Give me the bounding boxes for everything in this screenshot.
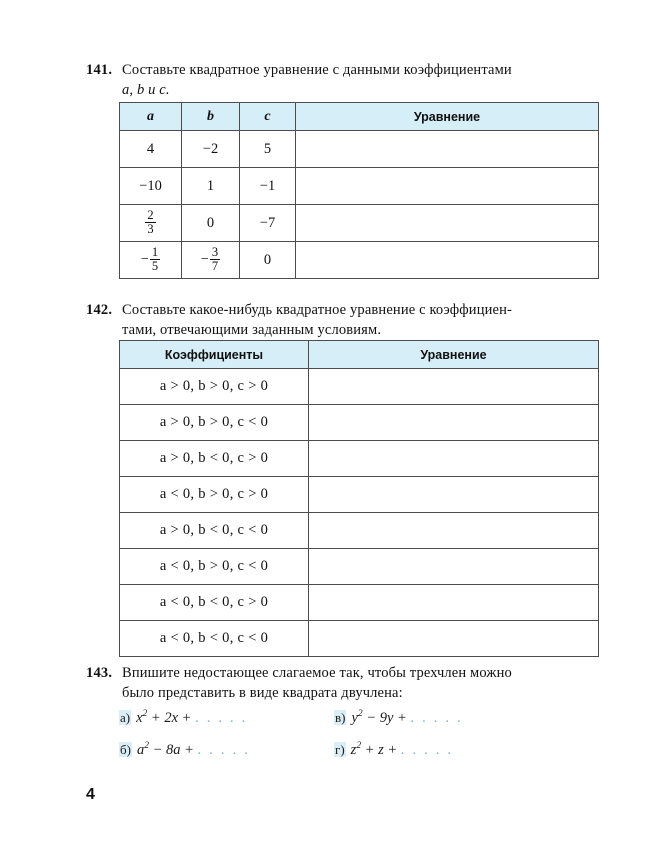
table-coefficients-header-row xyxy=(120,103,599,131)
task-142-number: 142. xyxy=(86,302,113,318)
cell-b-4 xyxy=(182,242,240,279)
exercise-item-v-label: в) xyxy=(335,710,346,725)
cell-condition-2: a > 0, b > 0, c < 0 xyxy=(120,405,309,441)
table-row xyxy=(120,585,599,621)
task-142-line-2: тами, отвечающими заданным условиям. xyxy=(122,322,382,338)
expr-exponent: 2 xyxy=(144,741,149,752)
table-conditions-header-row xyxy=(120,341,599,369)
task-143-number: 143. xyxy=(86,665,113,681)
cell-c-3: −7 xyxy=(240,205,296,242)
exercise-item-a-expression xyxy=(136,710,247,726)
fraction-negative-1-5 xyxy=(141,246,160,274)
table-row xyxy=(120,513,599,549)
exercise-item-v xyxy=(334,708,549,728)
exercise-item-b-label: б) xyxy=(120,742,131,757)
cell-equation-answer-6[interactable] xyxy=(309,549,599,585)
task-143 xyxy=(86,663,598,703)
task-141-line-1: Составьте квадратное уравнение с данными коэффициентами xyxy=(122,62,512,78)
exercise-item-a-blank[interactable]: . . . . . xyxy=(195,710,248,726)
page-number: 4 xyxy=(86,786,95,803)
cell-equation-answer-7[interactable] xyxy=(309,585,599,621)
cell-a-1: 4 xyxy=(120,131,182,168)
table-row xyxy=(120,441,599,477)
expr-base: y xyxy=(351,710,358,726)
cell-equation-answer-1[interactable] xyxy=(296,131,599,168)
col-header-a: a xyxy=(120,103,182,131)
cell-equation-answer-2[interactable] xyxy=(309,405,599,441)
table-conditions xyxy=(119,340,599,657)
cell-equation-answer-3[interactable] xyxy=(309,441,599,477)
fraction-numerator: 2 xyxy=(147,207,154,222)
table-row xyxy=(120,477,599,513)
cell-b-3: 0 xyxy=(182,205,240,242)
exercise-item-b-expression xyxy=(137,742,250,758)
cell-a-2: −10 xyxy=(120,168,182,205)
col-header-c: c xyxy=(240,103,296,131)
cell-condition-6: a < 0, b > 0, c < 0 xyxy=(120,549,309,585)
cell-equation-answer-8[interactable] xyxy=(309,621,599,657)
cell-equation-answer-4[interactable] xyxy=(309,477,599,513)
expr-exponent: 2 xyxy=(142,709,148,720)
fraction-sign: − xyxy=(140,252,149,267)
expr-base: x xyxy=(136,710,143,726)
exercise-item-g-label: г) xyxy=(335,742,345,757)
cell-condition-7: a < 0, b < 0, c > 0 xyxy=(120,585,309,621)
expr-base: z xyxy=(350,742,357,758)
fraction-numerator: 3 xyxy=(211,244,219,259)
exercise-item-b-blank[interactable]: . . . . . xyxy=(197,742,250,758)
col-header-equation: Уравнение xyxy=(296,103,599,131)
task-143-text xyxy=(122,663,596,703)
table-row xyxy=(120,131,599,168)
exercise-item-v-expression xyxy=(351,710,462,726)
cell-c-2: −1 xyxy=(240,168,296,205)
expr-rest: + z + xyxy=(364,742,398,758)
exercise-item-a-label: а) xyxy=(120,710,131,725)
table-row xyxy=(120,205,599,242)
table-row xyxy=(120,242,599,279)
table-coefficients xyxy=(119,102,599,279)
task-141 xyxy=(86,60,598,100)
task-141-line-2: a, b и c. xyxy=(122,82,170,98)
table-row xyxy=(120,168,599,205)
expr-base: a xyxy=(136,742,145,758)
fraction-negative-3-7 xyxy=(201,246,220,274)
exercise-item-g-expression xyxy=(351,742,454,758)
expr-rest: − 9y + xyxy=(366,710,407,726)
task-142 xyxy=(86,300,598,340)
expr-exponent: 2 xyxy=(356,741,362,752)
cell-b-2: 1 xyxy=(182,168,240,205)
task-142-text xyxy=(122,300,596,340)
fraction-denominator: 3 xyxy=(147,222,154,236)
cell-a-4 xyxy=(120,242,182,279)
cell-a-3 xyxy=(120,205,182,242)
task-142-line-1: Составьте какое-нибудь квадратное уравнение с коэффициен- xyxy=(122,302,512,318)
fraction-denominator: 7 xyxy=(211,259,219,273)
table-row xyxy=(120,369,599,405)
cell-c-4: 0 xyxy=(240,242,296,279)
expr-exponent: 2 xyxy=(357,709,363,720)
cell-condition-8: a < 0, b < 0, c < 0 xyxy=(120,621,309,657)
exercise-item-g-blank[interactable]: . . . . . xyxy=(400,742,454,758)
fraction-numerator: 1 xyxy=(151,244,159,259)
exercise-item-v-blank[interactable]: . . . . . xyxy=(410,710,463,726)
cell-condition-4: a < 0, b > 0, c > 0 xyxy=(120,477,309,513)
cell-condition-1: a > 0, b > 0, c > 0 xyxy=(120,369,309,405)
exercise-item-b xyxy=(119,740,334,760)
table-row xyxy=(120,549,599,585)
fraction-2-3 xyxy=(145,209,155,237)
exercise-row-2 xyxy=(119,740,599,772)
task-143-line-2: было представить в виде квадрата двучлена: xyxy=(122,685,403,701)
expr-rest: + 2x + xyxy=(150,710,192,726)
col-header-equation: Уравнение xyxy=(309,341,599,369)
expr-rest: − 8a + xyxy=(152,742,194,758)
exercise-item-a xyxy=(119,708,334,728)
fraction-denominator: 5 xyxy=(151,259,159,273)
cell-equation-answer-2[interactable] xyxy=(296,168,599,205)
cell-b-1: −2 xyxy=(182,131,240,168)
table-row xyxy=(120,621,599,657)
cell-equation-answer-5[interactable] xyxy=(309,513,599,549)
exercise-item-g xyxy=(334,740,549,760)
cell-condition-5: a > 0, b < 0, c < 0 xyxy=(120,513,309,549)
task-141-number: 141. xyxy=(86,62,113,78)
col-header-coefficients: Коэффициенты xyxy=(120,341,309,369)
task-143-line-1: Впишите недостающее слагаемое так, чтобы трехчлен можно xyxy=(122,665,512,681)
cell-equation-answer-3[interactable] xyxy=(296,205,599,242)
cell-equation-answer-4[interactable] xyxy=(296,242,599,279)
cell-equation-answer-1[interactable] xyxy=(309,369,599,405)
cell-condition-3: a > 0, b < 0, c > 0 xyxy=(120,441,309,477)
table-row xyxy=(120,405,599,441)
task-141-text xyxy=(122,60,596,100)
exercise-row-1 xyxy=(119,708,599,740)
col-header-b: b xyxy=(182,103,240,131)
fraction-sign: − xyxy=(200,252,209,267)
cell-c-1: 5 xyxy=(240,131,296,168)
exercise-items-143 xyxy=(119,708,599,772)
